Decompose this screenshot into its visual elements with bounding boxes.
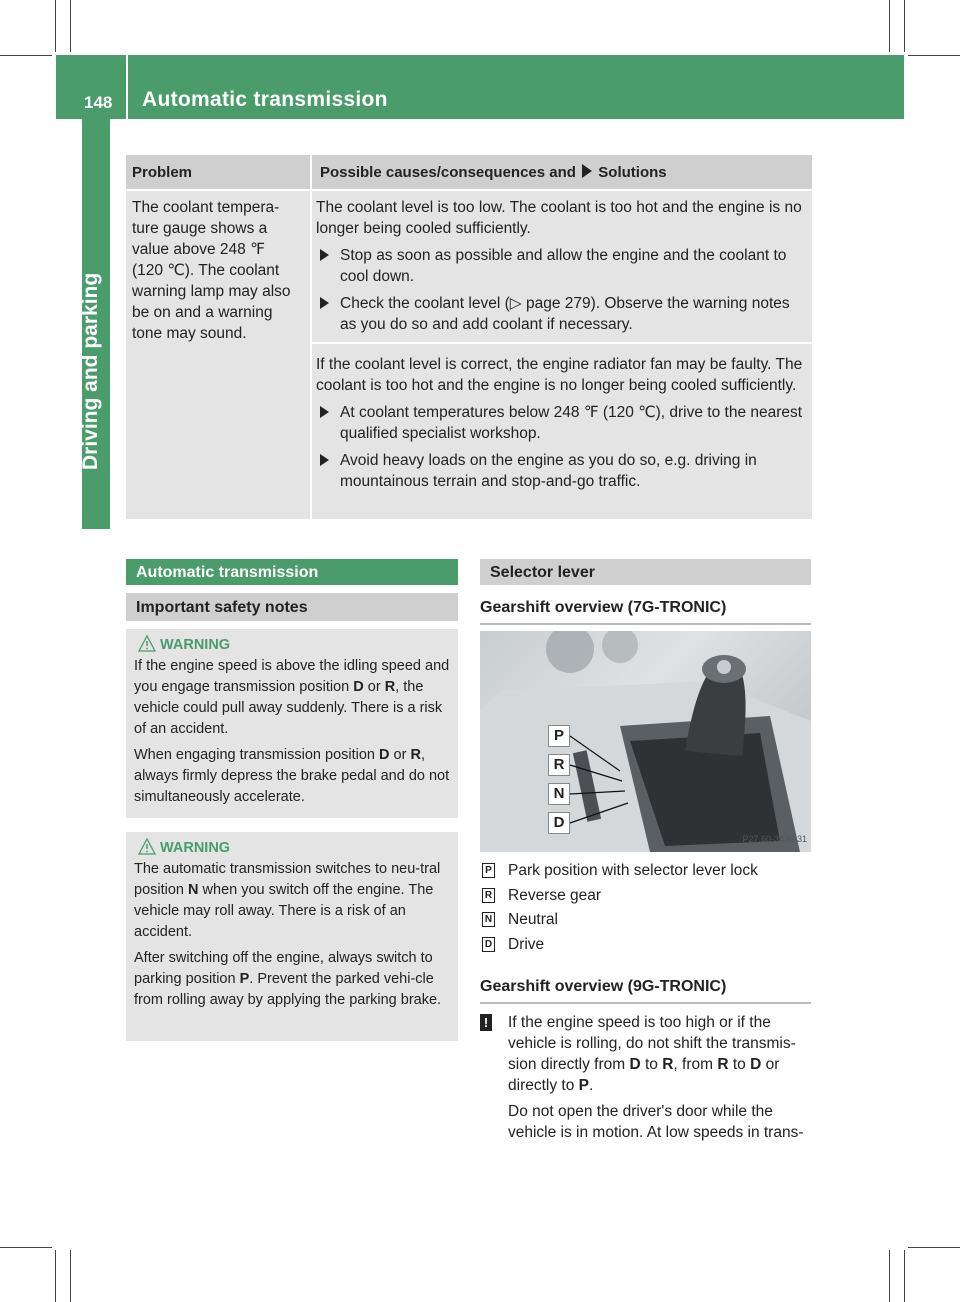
gear-legend bbox=[480, 860, 811, 958]
header-causes-text: Possible causes/consequences and bbox=[320, 164, 576, 181]
legend-item bbox=[480, 934, 811, 959]
gear-label-n: N bbox=[548, 783, 570, 805]
solution-step bbox=[316, 293, 808, 335]
legend-item bbox=[480, 909, 811, 934]
solution-intro: If the coolant level is correct, the engine radiator fan may be faulty. The coolant is too hot and the engine is no longer being cooled sufficiently. bbox=[316, 356, 803, 394]
legend-text: Drive bbox=[508, 935, 545, 953]
warning-box bbox=[126, 629, 458, 818]
problem-text: The coolant tempera- ture gauge shows a value above 248 ℉ (120 ℃). The coolant warning lamp may also be on and a warning tone may sound. bbox=[132, 199, 291, 342]
subheading-9g-tronic: Gearshift overview (9G-TRONIC) bbox=[480, 976, 811, 1004]
gear-label-p: P bbox=[548, 725, 570, 747]
key-d-icon: D bbox=[482, 937, 495, 952]
caution-paragraph: If the engine speed is too high or if the vehicle is rolling, do not shift the transmis-sion directly from D to R, from R to D or directly to P. bbox=[508, 1014, 796, 1094]
legend-text: Neutral bbox=[508, 911, 558, 928]
step-text: Stop as soon as possible and allow the engine and the coolant to cool down. bbox=[340, 247, 787, 285]
arrow-icon bbox=[320, 454, 329, 466]
step-text: Avoid heavy loads on the engine as you do so, e.g. driving in mountainous terrain and stop-and-go traffic. bbox=[340, 452, 757, 490]
crop-mark bbox=[55, 0, 56, 52]
key-r-icon: R bbox=[482, 888, 495, 903]
warning-paragraph: When engaging transmission position D or R, always firmly depress the brake pedal and do not simultaneously accelerate. bbox=[134, 747, 450, 805]
legend-item bbox=[480, 885, 811, 910]
warning-paragraph: If the engine speed is above the idling speed and you engage transmission position D or R, the vehicle could pull away suddenly. There is a risk of an accident. bbox=[134, 658, 450, 737]
side-tab-marker bbox=[82, 501, 110, 529]
crop-mark bbox=[0, 1247, 52, 1248]
header-solutions-text: Solutions bbox=[598, 164, 667, 181]
legend-text: Park position with selector lever lock bbox=[508, 862, 758, 879]
header-divider bbox=[126, 55, 128, 119]
warning-paragraph: After switching off the engine, always switch to parking position P. Prevent the parked vehi-cle from rolling away by applying the parking brake. bbox=[134, 950, 442, 1008]
caution-row bbox=[480, 1012, 811, 1143]
page-title: Automatic transmission bbox=[142, 88, 388, 111]
section-title-selector-lever: Selector lever bbox=[480, 559, 811, 585]
gear-label-r: R bbox=[548, 754, 570, 776]
warning-title bbox=[134, 635, 450, 656]
solution-cell-1 bbox=[312, 191, 812, 342]
arrow-icon bbox=[582, 164, 592, 178]
page-number: 148 bbox=[84, 93, 113, 112]
warning-label: WARNING bbox=[160, 840, 231, 856]
crop-mark bbox=[70, 0, 71, 52]
solution-step bbox=[316, 245, 808, 287]
warning-box bbox=[126, 832, 458, 1041]
crop-mark bbox=[0, 55, 52, 56]
crop-mark bbox=[904, 0, 905, 52]
legend-item bbox=[480, 860, 811, 885]
key-n-icon: N bbox=[482, 912, 495, 927]
caution-note bbox=[480, 1012, 811, 1148]
solution-step bbox=[316, 402, 808, 444]
crop-mark bbox=[908, 1247, 960, 1248]
key-p-icon: P bbox=[482, 863, 495, 878]
subheading-7g-tronic: Gearshift overview (7G-TRONIC) bbox=[480, 597, 811, 625]
step-text: Check the coolant level (▷ page 279). Observe the warning notes as you do so and add coolant if necessary. bbox=[340, 295, 790, 333]
crop-mark bbox=[70, 1250, 71, 1302]
warning-paragraph: The automatic transmission switches to neu-tral position N when you switch off the engine. The vehicle may roll away. There is a risk of an accident. bbox=[134, 861, 441, 940]
crop-mark bbox=[889, 0, 890, 52]
subsection-title-safety-notes: Important safety notes bbox=[126, 593, 458, 621]
gearshift-photo bbox=[480, 631, 811, 852]
warning-title bbox=[134, 838, 450, 859]
page-header bbox=[56, 55, 904, 119]
arrow-icon bbox=[320, 406, 329, 418]
solution-step bbox=[316, 450, 808, 492]
exclamation-icon: ! bbox=[480, 1014, 492, 1031]
crop-mark bbox=[55, 1250, 56, 1302]
solution-cell-2 bbox=[312, 344, 812, 519]
image-code: P27.60-3436-31 bbox=[742, 834, 807, 844]
problem-cell bbox=[126, 191, 310, 519]
warning-triangle-icon bbox=[138, 838, 156, 856]
table-header-problem: Problem bbox=[126, 155, 310, 189]
section-title-automatic-transmission: Automatic transmission bbox=[126, 559, 458, 585]
gear-label-d: D bbox=[548, 812, 570, 834]
solution-intro: The coolant level is too low. The coolant is too hot and the engine is no longer being cooled sufficiently. bbox=[316, 199, 802, 237]
crop-mark bbox=[904, 1250, 905, 1302]
caution-paragraph: Do not open the driver's door while the vehicle is in motion. At low speeds in trans- bbox=[508, 1103, 804, 1141]
warning-label: WARNING bbox=[160, 637, 231, 653]
crop-mark bbox=[889, 1250, 890, 1302]
arrow-icon bbox=[320, 297, 329, 309]
arrow-icon bbox=[320, 249, 329, 261]
side-tab-label: Driving and parking bbox=[79, 272, 102, 470]
step-text: At coolant temperatures below 248 ℉ (120 ℃), drive to the nearest qualified specialist workshop. bbox=[340, 404, 803, 442]
warning-triangle-icon bbox=[138, 635, 156, 653]
legend-text: Reverse gear bbox=[508, 886, 602, 904]
table-header-solutions bbox=[312, 155, 812, 189]
leader-lines bbox=[480, 631, 811, 852]
problem-table bbox=[126, 155, 812, 519]
crop-mark bbox=[908, 55, 960, 56]
